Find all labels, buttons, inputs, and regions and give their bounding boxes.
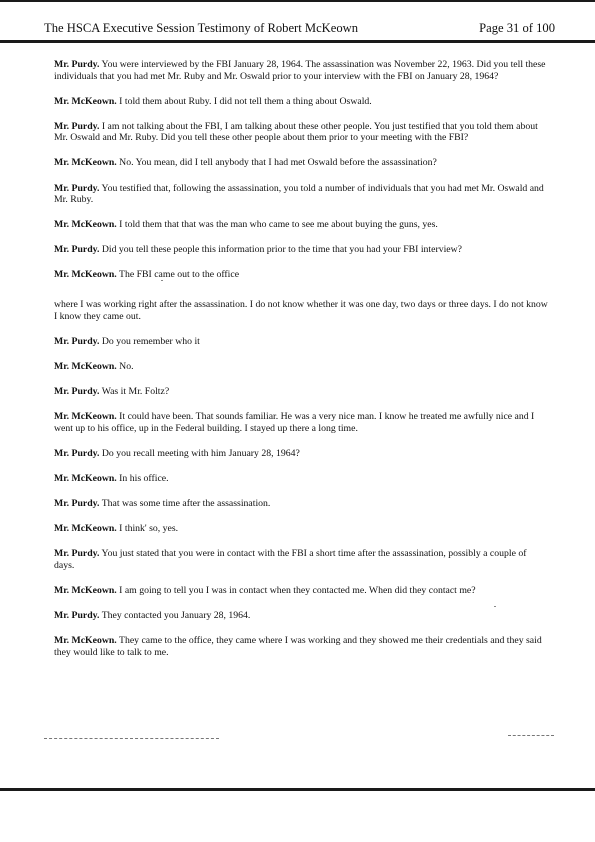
speech-text: You testified that, following the assassination, you told a number of individuals that you had met Mr. Oswald and Mr. Ruby. [54,182,544,206]
transcript-entry [54,269,549,281]
speaker-name: Mr. McKeown. [54,269,117,281]
speaker-name: Mr. Purdy. [54,548,100,560]
speaker-name: Mr. Purdy. [54,497,100,509]
transcript-entry [54,448,549,460]
speaker-name: Mr. McKeown. [54,522,117,534]
transcript-entry [54,473,549,485]
document-title: The HSCA Executive Session Testimony of Robert McKeown [44,21,359,35]
transcript-continuation [54,299,549,322]
speaker-name: Mr. McKeown. [54,634,117,646]
transcript-entry [54,411,549,434]
speech-text: Do you recall meeting with him January 28, 1964? [101,447,300,459]
transcript-entry [54,59,549,82]
speech-text: They contacted you January 28, 1964. [101,609,251,621]
transcript-entry [54,219,549,231]
transcript-body [54,59,549,672]
speaker-name: Mr. Purdy. [54,447,100,459]
speaker-name: Mr. Purdy. [54,335,100,347]
scan-artifact [508,735,554,737]
transcript-entry [54,336,549,348]
scan-speck [161,280,163,281]
transcript-entry [54,635,549,658]
transcript-entry [54,548,549,571]
transcript-entry [54,610,549,622]
page-header [44,21,555,39]
speech-text: I told them that that was the man who came to see me about buying the guns, yes. [119,219,438,231]
speaker-name: Mr. McKeown. [54,157,117,169]
speech-text: Was it Mr. Foltz? [101,385,170,397]
transcript-entry [54,585,549,597]
speech-text: where I was working right after the assassination. I do not know whether it was one day, two days or three days. I do not know I know they came out. [54,299,548,322]
page-number: Page 31 of 100 [479,21,555,35]
speaker-name: Mr. McKeown. [54,584,117,596]
speaker-name: Mr. McKeown. [54,411,117,422]
speech-text: The FBI came out to the office [119,269,240,281]
speech-text: No. You mean, did I tell anybody that I had met Oswald before the assassination? [119,157,437,169]
speech-text: In his office. [119,472,169,484]
speech-text: Do you remember who it [101,335,200,347]
footer-rule [0,788,595,791]
speech-text: You were interviewed by the FBI January 28, 1964. The assassination was November 22, 1963. Did you tell these individuals that you had met Mr. Ruby and Mr. Oswald prior to your interview with the FBI on January 28, 1964? [54,59,546,82]
transcript-entry [54,96,549,108]
speaker-name: Mr. McKeown. [54,95,117,107]
speech-text: No. [119,360,134,372]
scan-artifact [44,738,219,740]
speech-text: I am not talking about the FBI, I am talking about these other people. You just testified that you told them about Mr. Oswald and Mr. Ruby. Did you tell these other people about them prior to your meeting with the FBI? [54,120,538,144]
speaker-name: Mr. McKeown. [54,219,117,231]
transcript-entry [54,157,549,169]
speech-text: It could have been. That sounds familiar. He was a very nice man. I know he treated me awfully nice and I went up to his office, up in the Federal building. I stayed up there a long time. [54,411,535,434]
speaker-name: Mr. Purdy. [54,120,100,132]
transcript-entry [54,386,549,398]
speaker-name: Mr. McKeown. [54,360,117,372]
speaker-name: Mr. Purdy. [54,244,100,256]
header-rule [0,40,595,43]
speaker-name: Mr. McKeown. [54,472,117,484]
transcript-entry [54,361,549,373]
speech-text: I told them about Ruby. I did not tell them a thing about Oswald. [119,95,372,107]
speaker-name: Mr. Purdy. [54,609,100,621]
speech-text: I think' so, yes. [119,522,179,534]
transcript-entry [54,523,549,535]
transcript-entry [54,183,549,206]
speech-text: I am going to tell you I was in contact when they contacted me. When did they contact me? [119,584,476,596]
speech-text: You just stated that you were in contact with the FBI a short time after the assassination, possibly a couple of days. [54,548,527,571]
transcript-entry [54,244,549,256]
speaker-name: Mr. Purdy. [54,59,100,70]
scan-speck [494,606,496,607]
transcript-entry [54,498,549,510]
speech-text: That was some time after the assassination. [101,497,271,509]
page-top-rule [0,0,595,2]
transcript-entry [54,121,549,144]
speech-text: Did you tell these people this information prior to the time that you had your FBI interview? [101,244,462,256]
speaker-name: Mr. Purdy. [54,385,100,397]
speech-text: They came to the office, they came where I was working and they showed me their credentials and they said they would like to talk to me. [54,634,542,658]
speaker-name: Mr. Purdy. [54,182,100,194]
